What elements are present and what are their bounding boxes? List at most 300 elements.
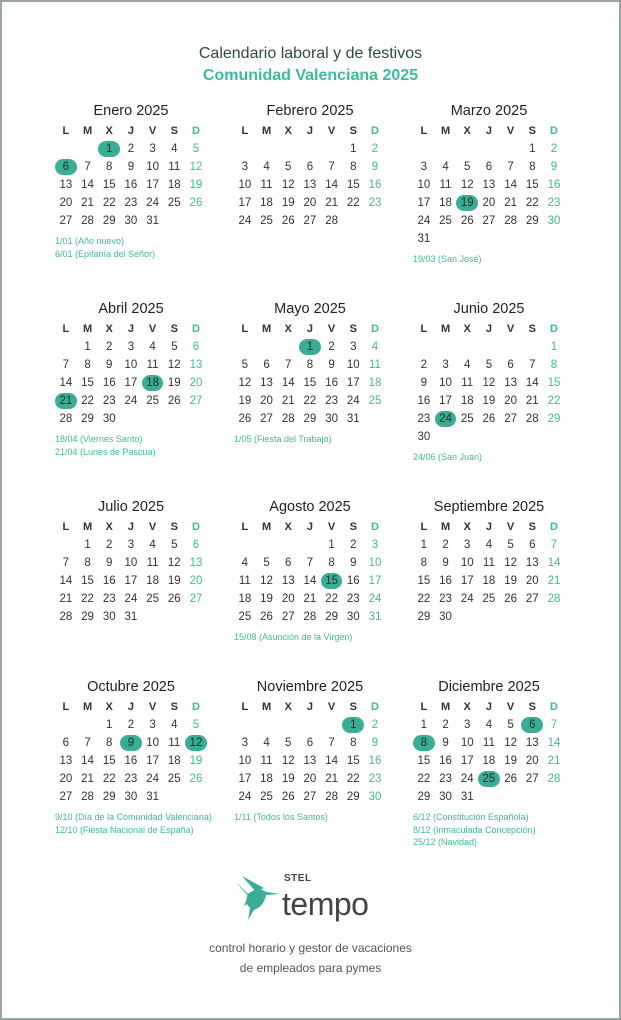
day-cell: 11 [461,377,474,389]
day-cell: 13 [189,359,203,371]
weekday-header: M [440,701,451,713]
day-cell: 7 [306,557,314,569]
weekday-header: X [105,521,113,533]
weekday-header: L [241,125,249,137]
holiday-notes [413,253,578,266]
day-cell: 14 [325,179,338,191]
day-cell: 19 [281,773,295,785]
day-cell: 30 [439,611,452,623]
day-cell: 22 [102,773,116,785]
day-cell: 14 [81,755,94,767]
weekday-header: J [127,125,134,137]
day-cell: 18 [167,755,181,767]
weekday-header: L [62,125,70,137]
day-cell: 10 [124,557,138,569]
day-cell: 22 [547,395,561,407]
day-cell: 1 [420,539,428,551]
day-cell: 29 [547,413,561,425]
day-cell: 17 [124,377,138,389]
day-cell: 30 [547,215,561,227]
day-cell: 25 [439,215,452,227]
day-cell: 9 [420,377,428,389]
weekday-header: M [440,323,451,335]
day-cell: 13 [59,179,73,191]
day-cell: 23 [102,395,116,407]
weekday-header: S [528,521,536,533]
weekday-header: M [261,125,272,137]
holiday-day: 21 [55,393,77,409]
day-cell: 11 [260,755,273,767]
day-cell: 19 [189,755,203,767]
day-cell: 7 [550,539,558,551]
day-cell: 15 [102,179,116,191]
weekday-header: M [82,323,93,335]
day-cell: 2 [127,719,135,731]
day-cell: 10 [346,359,360,371]
day-cell: 15 [547,377,561,389]
day-cell: 28 [547,593,561,605]
day-cell: 5 [485,359,493,371]
day-cell: 24 [146,197,159,209]
day-cell: 24 [124,593,138,605]
holiday-day: 18 [142,375,164,391]
weekday-header: M [261,701,272,713]
day-cell: 24 [368,593,382,605]
month-title: Febrero 2025 [266,103,354,119]
day-cell: 19 [167,575,181,587]
day-cell: 24 [346,395,360,407]
day-cell: 6 [507,359,514,371]
month-title: Agosto 2025 [269,499,351,515]
day-cell: 20 [482,197,496,209]
day-cell: 2 [127,143,135,155]
day-cell: 22 [417,593,431,605]
day-cell: 3 [464,539,471,551]
holiday-notes [234,433,399,446]
holiday-note: 24/06 (San Juan) [413,452,483,462]
brand-small: STEL [284,873,312,884]
day-cell: 16 [547,179,561,191]
weekday-header: S [170,323,178,335]
weekday-header: S [170,521,178,533]
day-cell: 27 [260,413,273,425]
day-cell: 18 [482,575,496,587]
day-cell: 3 [350,341,357,353]
day-cell: 22 [81,593,94,605]
holiday-day: 24 [435,411,457,427]
holiday-note: 9/10 (Día de la Comunidad Valenciana) [55,812,212,822]
day-cell: 20 [504,395,517,407]
weekday-header: D [370,521,379,533]
day-cell: 12 [238,377,252,389]
weekday-header: S [349,125,357,137]
day-cell: 31 [124,611,138,623]
weekday-header: S [528,701,536,713]
day-cell: 20 [189,377,203,389]
page-subtitle: Comunidad Valenciana 2025 [202,67,419,84]
day-cell: 4 [149,341,156,353]
weekday-header: M [440,125,451,137]
month-calendar [413,298,565,464]
weekday-header: L [241,701,249,713]
day-cell: 2 [106,341,113,353]
day-cell: 12 [281,755,295,767]
day-cell: 19 [281,197,295,209]
day-cell: 15 [346,179,360,191]
day-cell: 11 [482,737,495,749]
day-cell: 14 [325,755,338,767]
holiday-notes [413,811,578,849]
day-cell: 4 [241,557,249,569]
day-cell: 30 [346,611,360,623]
day-cell: 9 [127,161,135,173]
day-cell: 16 [102,575,116,587]
day-cell: 2 [550,143,558,155]
holiday-day: 15 [321,573,343,589]
day-cell: 12 [460,179,474,191]
weekday-header: V [506,323,515,335]
day-cell: 14 [504,179,517,191]
day-cell: 12 [167,359,181,371]
day-cell: 22 [303,395,317,407]
day-cell: 6 [192,341,200,353]
holiday-day: 1 [299,339,321,355]
day-cell: 23 [439,593,452,605]
day-cell: 10 [238,179,252,191]
day-cell: 9 [106,359,113,371]
day-cell: 22 [102,197,116,209]
month-title: Abril 2025 [98,301,164,317]
day-cell: 4 [263,737,270,749]
day-cell: 24 [460,593,474,605]
day-cell: 6 [529,539,536,551]
holiday-day: 6 [521,717,543,733]
day-cell: 26 [238,413,252,425]
holiday-note: 1/05 (Fiesta del Trabajo) [234,434,332,444]
day-cell: 11 [368,359,381,371]
weekday-header: D [370,323,379,335]
day-cell: 22 [525,197,539,209]
day-cell: 28 [547,773,561,785]
day-cell: 29 [81,413,94,425]
day-cell: 12 [504,737,517,749]
day-cell: 13 [281,575,295,587]
day-cell: 14 [81,179,94,191]
day-cell: 26 [281,791,295,803]
day-cell: 1 [328,539,335,551]
holiday-note: 6/01 (Epifanía del Señor) [55,248,156,259]
day-cell: 17 [368,575,382,587]
day-cell: 10 [417,179,431,191]
weekday-header: J [485,323,492,335]
day-cell: 13 [303,179,317,191]
day-cell: 24 [146,773,159,785]
day-cell: 4 [171,143,178,155]
day-cell: 25 [260,791,273,803]
day-cell: 28 [81,791,94,803]
holiday-note: 12/10 (Fiesta Nacional de España) [55,824,194,835]
day-cell: 7 [62,557,70,569]
day-cell: 30 [417,431,431,443]
month-title: Diciembre 2025 [438,679,540,695]
day-cell: 10 [124,359,138,371]
day-cell: 29 [81,611,94,623]
day-cell: 4 [485,719,493,731]
day-cell: 8 [306,359,314,371]
day-cell: 7 [84,161,91,173]
day-cell: 24 [238,791,252,803]
day-cell: 18 [439,197,452,209]
day-cell: 16 [439,575,452,587]
day-cell: 16 [417,395,431,407]
day-cell: 28 [325,215,338,227]
day-cell: 18 [146,575,159,587]
weekday-header: L [241,521,249,533]
day-cell: 3 [442,359,449,371]
weekday-header: X [463,701,471,713]
day-cell: 5 [507,719,514,731]
page-title: Calendario laboral y de festivos [198,45,423,62]
weekday-header: J [485,125,492,137]
day-cell: 16 [346,575,360,587]
weekday-header: V [148,125,157,137]
day-cell: 13 [260,377,273,389]
day-cell: 2 [442,719,449,731]
day-cell: 12 [167,557,181,569]
day-cell: 20 [59,197,73,209]
day-cell: 6 [485,161,493,173]
month-calendar [55,676,212,836]
day-cell: 9 [106,557,113,569]
weekday-header: S [349,323,357,335]
day-cell: 13 [525,737,539,749]
day-cell: 17 [238,773,252,785]
day-cell: 17 [146,179,159,191]
weekday-header: X [463,125,471,137]
day-cell: 7 [84,737,91,749]
month-title: Enero 2025 [93,103,169,119]
day-cell: 4 [263,161,270,173]
day-cell: 8 [84,359,91,371]
weekday-header: L [241,323,249,335]
day-cell: 22 [346,197,360,209]
day-cell: 7 [550,719,558,731]
weekday-header: D [370,701,379,713]
day-cell: 8 [350,737,357,749]
day-cell: 27 [303,791,317,803]
day-cell: 5 [171,341,178,353]
month-title: Octubre 2025 [87,679,175,695]
tagline-line-1: control horario y gestor de vacaciones [209,941,412,955]
weekday-header: V [148,701,157,713]
day-cell: 30 [102,611,116,623]
weekday-header: D [549,521,558,533]
day-cell: 10 [146,737,159,749]
day-cell: 21 [81,197,94,209]
day-cell: 28 [59,413,73,425]
day-cell: 25 [146,395,159,407]
day-cell: 21 [525,395,539,407]
day-cell: 28 [325,791,338,803]
day-cell: 1 [420,719,428,731]
weekday-header: V [327,323,336,335]
holiday-notes [55,433,220,458]
day-cell: 23 [368,197,382,209]
weekday-header: J [306,701,313,713]
day-cell: 14 [281,377,295,389]
day-cell: 10 [460,737,474,749]
weekday-header: J [127,323,134,335]
day-cell: 31 [146,215,159,227]
weekday-header: M [82,701,93,713]
weekday-header: X [105,701,113,713]
day-cell: 16 [124,179,138,191]
day-cell: 14 [59,377,73,389]
day-cell: 12 [504,557,517,569]
day-cell: 3 [420,161,428,173]
day-cell: 5 [192,143,200,155]
holiday-notes [234,631,399,644]
day-cell: 2 [328,341,335,353]
day-cell: 29 [102,791,116,803]
day-cell: 12 [189,161,203,173]
day-cell: 5 [192,719,200,731]
holiday-day: 6 [55,159,77,175]
day-cell: 23 [346,593,360,605]
day-cell: 3 [149,719,156,731]
day-cell: 29 [417,791,431,803]
day-cell: 29 [525,215,539,227]
day-cell: 16 [124,755,138,767]
month-title: Mayo 2025 [274,301,346,317]
day-cell: 15 [346,755,360,767]
weekday-header: M [261,521,272,533]
day-cell: 10 [238,755,252,767]
weekday-header: X [284,125,292,137]
weekday-header: S [528,323,536,335]
day-cell: 18 [260,773,273,785]
day-cell: 31 [346,413,360,425]
day-cell: 31 [460,791,474,803]
day-cell: 2 [420,359,428,371]
day-cell: 19 [238,395,252,407]
day-cell: 11 [146,359,159,371]
weekday-header: J [485,521,492,533]
weekday-header: L [420,521,428,533]
weekday-header: D [549,701,558,713]
day-cell: 5 [241,359,249,371]
day-cell: 3 [127,539,135,551]
day-cell: 4 [442,161,449,173]
day-cell: 12 [281,179,295,191]
holiday-note: 1/01 (Año nuevo) [55,236,125,246]
day-cell: 13 [482,179,496,191]
day-cell: 25 [482,593,496,605]
weekday-header: D [549,125,558,137]
holiday-day: 9 [120,735,142,751]
day-cell: 8 [84,557,91,569]
day-cell: 8 [328,557,335,569]
holiday-day: 25 [478,771,500,787]
day-cell: 21 [325,773,338,785]
day-cell: 11 [439,179,452,191]
day-cell: 25 [167,197,181,209]
weekday-header: V [327,521,336,533]
day-cell: 14 [303,575,317,587]
weekday-header: X [284,701,292,713]
day-cell: 2 [106,539,113,551]
day-cell: 27 [189,395,203,407]
month-title: Noviembre 2025 [256,679,364,695]
day-cell: 27 [525,773,539,785]
day-cell: 20 [525,575,539,587]
weekday-header: M [261,323,272,335]
day-cell: 12 [482,377,496,389]
day-cell: 9 [371,161,379,173]
day-cell: 16 [325,377,338,389]
day-cell: 19 [504,755,517,767]
day-cell: 1 [106,719,113,731]
day-cell: 8 [106,737,113,749]
weekday-header: L [420,125,428,137]
day-cell: 7 [328,737,335,749]
day-cell: 24 [460,773,474,785]
day-cell: 25 [368,395,382,407]
day-cell: 1 [84,341,91,353]
day-cell: 22 [417,773,431,785]
day-cell: 4 [485,539,493,551]
day-cell: 26 [260,611,273,623]
day-cell: 14 [547,557,561,569]
day-cell: 20 [303,197,317,209]
day-cell: 20 [281,593,295,605]
day-cell: 19 [482,395,496,407]
day-cell: 25 [260,215,273,227]
weekday-header: J [306,125,313,137]
day-cell: 23 [124,197,138,209]
weekday-header: X [284,323,292,335]
day-cell: 19 [504,575,517,587]
day-cell: 17 [346,377,360,389]
day-cell: 17 [417,197,431,209]
weekday-header: V [148,521,157,533]
day-cell: 18 [368,377,382,389]
day-cell: 21 [59,593,73,605]
day-cell: 16 [368,755,382,767]
day-cell: 25 [238,611,252,623]
day-cell: 16 [368,179,382,191]
day-cell: 28 [303,611,317,623]
day-cell: 6 [306,737,314,749]
day-cell: 17 [460,755,474,767]
day-cell: 15 [303,377,317,389]
day-cell: 21 [281,395,295,407]
day-cell: 7 [529,359,536,371]
day-cell: 20 [59,773,73,785]
day-cell: 30 [102,413,116,425]
weekday-header: V [506,701,515,713]
day-cell: 24 [238,215,252,227]
day-cell: 14 [547,737,561,749]
day-cell: 11 [168,737,181,749]
day-cell: 30 [439,791,452,803]
month-calendar [234,298,386,446]
day-cell: 20 [525,755,539,767]
day-cell: 17 [460,575,474,587]
day-cell: 12 [260,575,273,587]
day-cell: 17 [238,197,252,209]
weekday-header: D [370,125,379,137]
